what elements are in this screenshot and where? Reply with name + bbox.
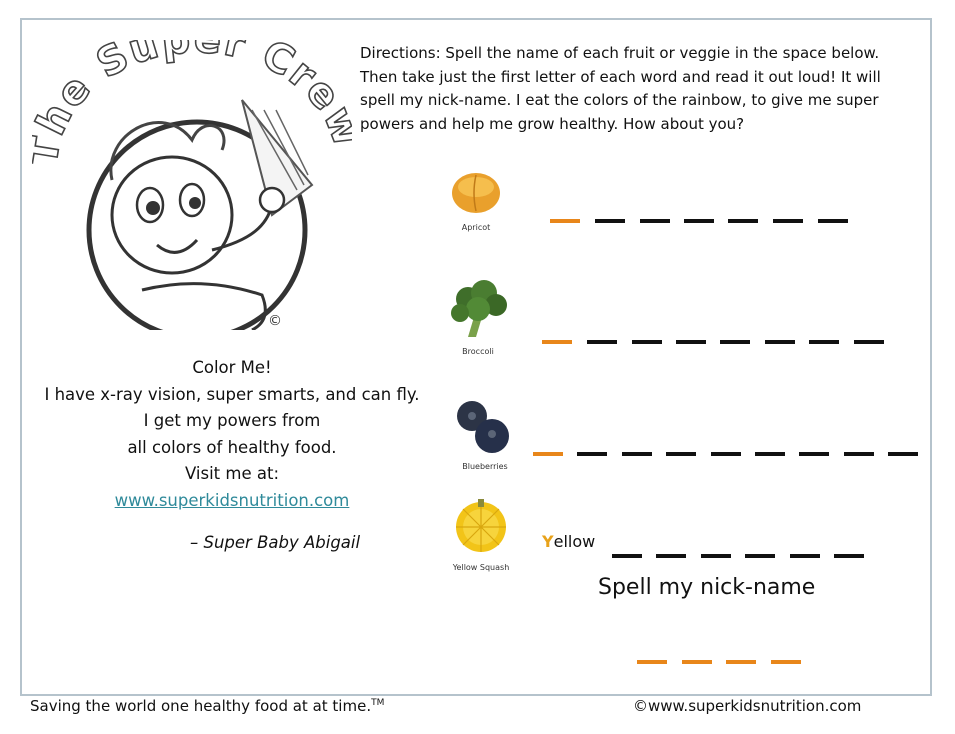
- letter-blank: [854, 340, 884, 344]
- trademark: TM: [371, 698, 385, 708]
- website-link[interactable]: www.superkidsnutrition.com: [114, 490, 350, 510]
- broccoli-icon: [446, 277, 510, 341]
- food-apricot: [446, 165, 506, 232]
- color-me-line-3: all colors of healthy food.: [127, 437, 337, 457]
- svg-text:The Super Crew: [32, 40, 352, 168]
- letter-blank: [745, 554, 775, 558]
- apricot-icon: [446, 165, 506, 217]
- footer-copyright: ©www.superkidsnutrition.com: [633, 697, 862, 715]
- letter-blank: [577, 452, 607, 456]
- food-blueberries: [452, 398, 518, 471]
- signature: – Super Baby Abigail: [190, 533, 361, 552]
- letter-blank: [701, 554, 731, 558]
- letter-blank: [666, 452, 696, 456]
- letter-blank: [818, 219, 848, 223]
- letter-blank: [773, 219, 803, 223]
- letter-blank: [640, 219, 670, 223]
- yellow-squash-icon: [444, 495, 518, 557]
- letter-blank: [637, 660, 667, 664]
- letter-blank: [771, 660, 801, 664]
- letter-blank: [676, 340, 706, 344]
- letter-blank: [728, 219, 758, 223]
- food-label: Broccoli: [462, 347, 494, 356]
- letter-blank: [809, 340, 839, 344]
- color-me-title: Color Me!: [192, 358, 272, 377]
- yellow-rest: ellow: [553, 532, 596, 551]
- color-me-line-2: I get my powers from: [143, 411, 321, 430]
- letter-blank: [844, 452, 874, 456]
- letter-blank: [711, 452, 741, 456]
- letter-blank: [622, 452, 652, 456]
- color-me-line-1: I have x-ray vision, super smarts, and can fly.: [44, 384, 420, 404]
- letter-blank: [656, 554, 686, 558]
- food-label: Yellow Squash: [452, 563, 510, 572]
- food-label: Blueberries: [462, 462, 508, 471]
- footer-slogan-text: Saving the world one healthy food at at time.: [30, 697, 372, 715]
- super-crew-logo: [32, 40, 352, 330]
- letter-blank: [834, 554, 864, 558]
- letter-blank: [542, 340, 572, 344]
- blueberries-icon: [452, 398, 518, 456]
- footer-slogan: [30, 697, 384, 715]
- spell-nickname-prompt: Spell my nick-name: [598, 575, 816, 600]
- letter-blank: [765, 340, 795, 344]
- letter-blank: [595, 219, 625, 223]
- color-me-block: [28, 355, 436, 514]
- food-yellow-squash: [444, 495, 518, 572]
- letter-blank: [632, 340, 662, 344]
- letter-blank: [726, 660, 756, 664]
- logo-text: he Sup r Cre: [32, 40, 351, 143]
- directions-text: Directions: Spell the name of each fruit or veggie in the space below. Then take just the first letter of each word and read it out loud! It will spell my nick-name. I eat the colors of the rainbow, to give me super powers and help me grow healthy. How about you?: [360, 44, 881, 133]
- yellow-example-word: [542, 532, 595, 551]
- color-me-line-4: Visit me at:: [184, 464, 279, 483]
- letter-blank: [684, 219, 714, 223]
- food-broccoli: [446, 277, 510, 356]
- letter-blank: [755, 452, 785, 456]
- letter-blank: [533, 452, 563, 456]
- letter-blank: [799, 452, 829, 456]
- letter-blank: [888, 452, 918, 456]
- yellow-first-letter: Y: [542, 532, 554, 551]
- letter-blank: [550, 219, 580, 223]
- letter-blank: [612, 554, 642, 558]
- letter-blank: [790, 554, 820, 558]
- copyright-mark: ©: [268, 313, 282, 329]
- food-label: Apricot: [461, 223, 491, 232]
- letter-blank: [587, 340, 617, 344]
- letter-blank: [720, 340, 750, 344]
- letter-blank: [682, 660, 712, 664]
